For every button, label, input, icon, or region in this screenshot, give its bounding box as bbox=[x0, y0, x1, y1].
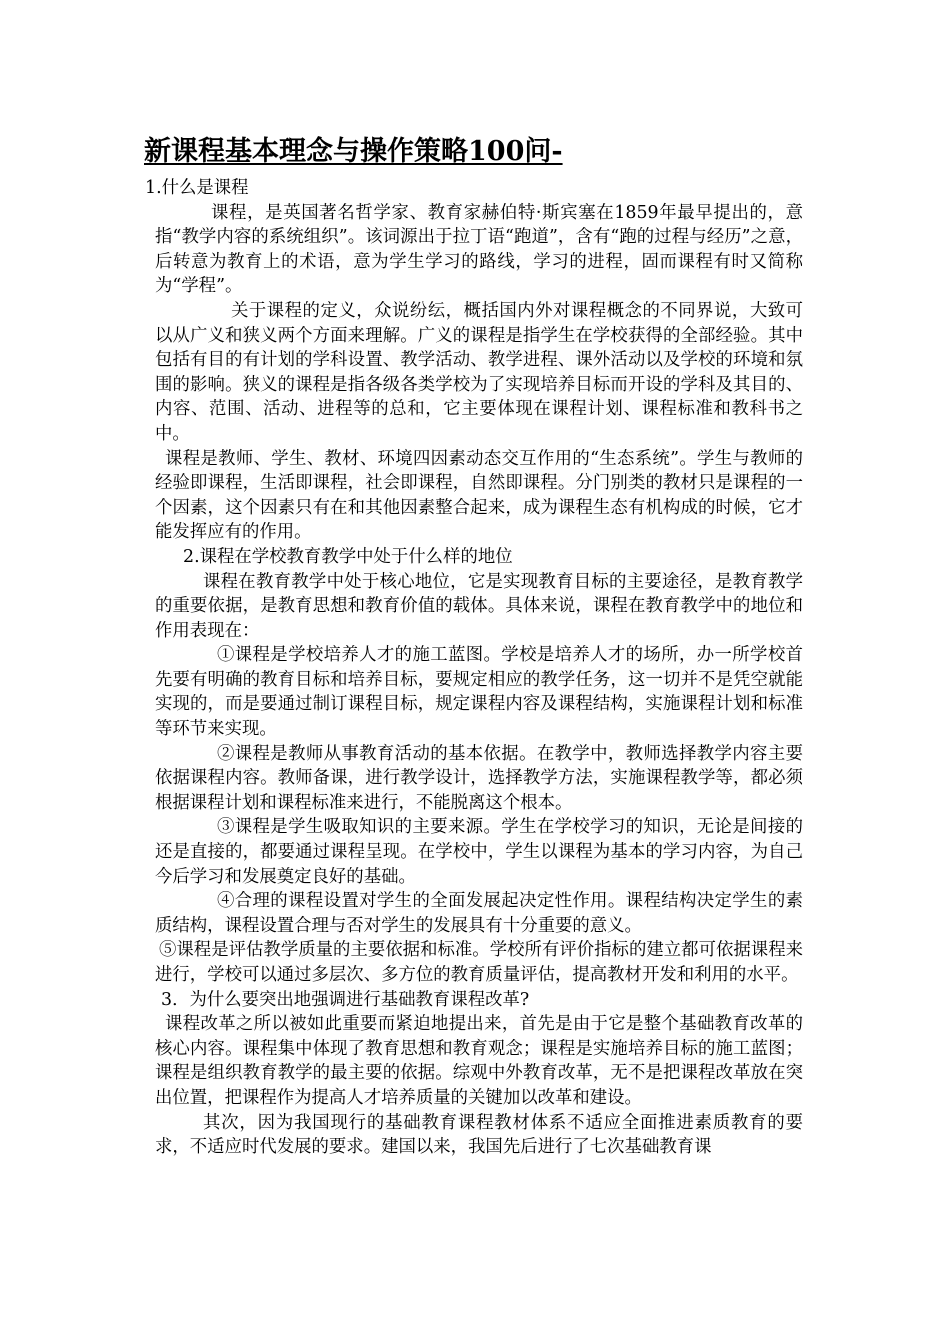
document-title: 新课程基本理念与操作策略100问- bbox=[144, 136, 563, 167]
paragraph: 课程，是英国著名哲学家、教育家赫伯特·斯宾塞在1859年最早提出的，意指“教学内容的系统组织”。该词源出于拉丁语“跑道”，含有“跑的过程与经历”之意，后转意为教育上的术语，意为学生学习的路线，学习的进程，固而课程有时又简称为“学程”。 bbox=[155, 202, 803, 297]
paragraph: 关于课程的定义，众说纷纭，概括国内外对课程概念的不同界说，大致可以从广义和狭义两个方面来理解。广义的课程是指学生在学校获得的全部经验。其中包括有目的有计划的学科设置、教学活动、教学进程、课外活动以及学校的环境和氛围的影响。狭义的课程是指各级各类学校为了实现培养目标而开设的学科及其目的、内容、范围、活动、进程等的总和，它主要体现在课程计划、课程标准和教科书之中。 bbox=[155, 300, 803, 444]
section-heading-2: 2.课程在学校教育教学中处于什么样的地位 bbox=[183, 546, 513, 567]
document-body bbox=[145, 176, 803, 1160]
paragraph: 其次，因为我国现行的基础教育课程教材体系不适应全面推进素质教育的要求，不适应时代发展的要求。建国以来，我国先后进行了七次基础教育课 bbox=[155, 1112, 803, 1158]
list-item: ③课程是学生吸取知识的主要来源。学生在学校学习的知识，无论是间接的还是直接的，都要通过课程呈现。在学校中，学生以课程为基本的学习内容，为自己今后学习和发展奠定良好的基础。 bbox=[155, 817, 803, 887]
list-item: ④合理的课程设置对学生的全面发展起决定性作用。课程结构决定学生的素质结构，课程设置合理与否对学生的发展具有十分重要的意义。 bbox=[155, 891, 803, 936]
section-heading-1: 1.什么是课程 bbox=[145, 178, 249, 198]
list-item: ①课程是学校培养人才的施工蓝图。学校是培养人才的场所，办一所学校首先要有明确的教育目标和培养目标，要规定相应的教学任务，这一切并不是凭空就能实现的，而是要通过制订课程目标，规定课程内容及课程结构，实施课程计划和标准等环节来实现。 bbox=[155, 645, 803, 740]
section-heading-3: 3．为什么要突出地强调进行基础教育课程改革? bbox=[161, 989, 530, 1010]
paragraph: 课程是教师、学生、教材、环境四因素动态交互作用的“生态系统”。学生与教师的经验即课程，生活即课程，社会即课程，自然即课程。分门别类的教材只是课程的一个因素，这个因素只有在和其他因素整合起来，成为课程生态有机构成的时候，它才能发挥应有的作用。 bbox=[155, 448, 803, 543]
paragraph: 课程在教育教学中处于核心地位，它是实现教育目标的主要途径，是教育教学的重要依据，是教育思想和教育价值的载体。具体来说，课程在教育教学中的地位和作用表现在： bbox=[155, 571, 803, 641]
paragraph: 课程改革之所以被如此重要而紧迫地提出来，首先是由于它是整个基础教育改革的核心内容。课程集中体现了教育思想和教育观念；课程是实施培养目标的施工蓝图；课程是组织教育教学的最主要的依据。综观中外教育改革，无不是把课程改革放在突出位置，把课程作为提高人才培养质量的关键加以改革和建设。 bbox=[155, 1014, 803, 1108]
list-item: ⑤课程是评估教学质量的主要依据和标准。学校所有评价指标的建立都可依据课程来进行，学校可以通过多层次、多方位的教育质量评估，提高教材开发和利用的水平。 bbox=[155, 940, 803, 985]
list-item: ②课程是教师从事教育活动的基本依据。在教学中，教师选择教学内容主要依据课程内容。教师备课，进行教学设计，选择教学方法，实施课程教学等，都必须根据课程计划和课程标准来进行，不能脱离这个根本。 bbox=[155, 743, 803, 813]
